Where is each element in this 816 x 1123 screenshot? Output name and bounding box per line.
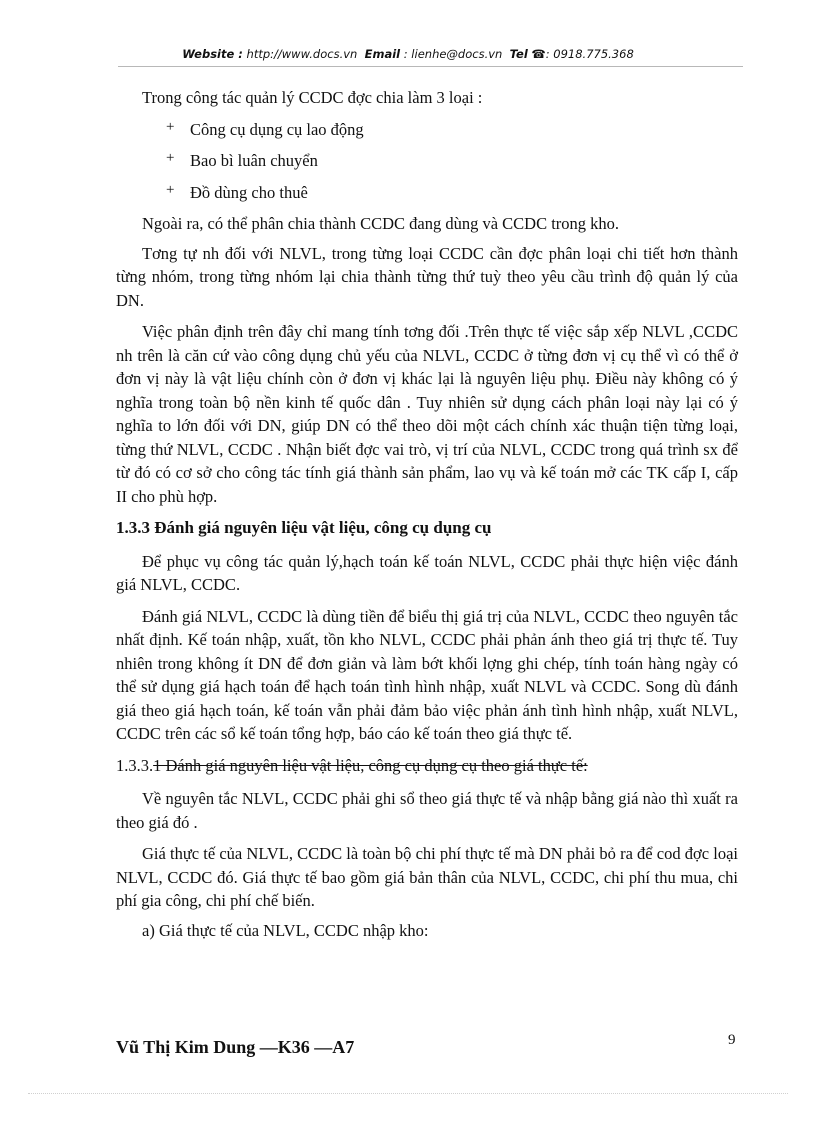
bullet-item	[116, 181, 738, 205]
list-item-a: a) Giá thực tế của NLVL, CCDC nhập kho:	[142, 920, 429, 940]
header-divider	[118, 66, 743, 67]
paragraph-classification-note: Việc phân định trên đây chỉ mang tính tơng đối .Trên thực tế việc sắp xếp NLVL ,CCDC nh trên là căn cứ vào công dụng chủ yếu của NLVL, CCDC ở từng đơn vị cụ thể vì có thể ở đơn vị này là vật liệu chính còn ở đơn vị khác lại là nguyên liệu phụ. Điều này không có ý nghĩa trong toàn bộ nền kinh tế quốc dân . Tuy nhiên sử dụng cách phân loại này lại có ý nghĩa to lớn đối với DN, giúp DN có thể theo dõi một cách chính xác thuận tiện từng loại, từng thứ NLVL, CCDC . Nhận biết đợc vai trò, vị trí của NLVL, CCDC trong quá trình sx để từ đó có cơ sở cho công tác tính giá thành sản phẩm, lao vụ và kế toán mở các TK cấp I, cấp II cho phù hợp.	[116, 322, 738, 506]
bullet-item	[116, 118, 738, 142]
bullet-text: Bao bì luân chuyển	[190, 151, 318, 170]
paragraph-valuation-purpose: Để phục vụ công tác quản lý,hạch toán kế toán NLVL, CCDC phải thực hiện việc đánh giá NLVL, CCDC.	[116, 551, 738, 594]
section-heading: 1.3.3 Đánh giá nguyên liệu vật liệu, công cụ dụng cụ	[116, 518, 492, 537]
bullet-item	[116, 149, 738, 173]
paragraph-other-classification: Ngoài ra, có thể phân chia thành CCDC đang dùng và CCDC trong kho.	[142, 214, 620, 233]
bullet-plus-icon: +	[166, 150, 175, 166]
phone-icon: ☎	[531, 47, 546, 61]
bullet-text: Đồ dùng cho thuê	[190, 182, 308, 202]
bullet-plus-icon: +	[166, 118, 175, 135]
document-body	[116, 86, 738, 942]
subsection-heading	[116, 754, 738, 778]
website-label: Website :	[182, 47, 243, 61]
paragraph-similar-nlvl: Tơng tự nh đối với NLVL, trong từng loại CCDC cần đợc phân loại chi tiết hơn thành từng nhóm, trong từng nhóm lại chia thành từng thứ tuỳ theo yêu cầu trình độ quản lý của DN.	[116, 243, 738, 310]
intro-paragraph: Trong công tác quản lý CCDC đợc chia làm 3 loại :	[142, 88, 483, 107]
subsection-title: 1 Đánh giá nguyên liệu vật liệu, công cụ dụng cụ theo giá thực tế:	[153, 755, 588, 775]
page-number: 9	[728, 1032, 736, 1048]
paragraph-actual-price: Giá thực tế của NLVL, CCDC là toàn bộ chi phí thực tế mà DN phải bỏ ra để cod đợc loại NLVL, CCDC đó. Giá thực tế bao gồm giá bản thân của NLVL, CCDC, chi phí thu mua, chi phí gia công, chi phí chế biến.	[116, 844, 738, 910]
bullet-plus-icon: +	[166, 181, 175, 198]
paragraph-valuation-definition: Đánh giá NLVL, CCDC là dùng tiền để biểu thị giá trị của NLVL, CCDC theo nguyên tắc nhất định. Kế toán nhập, xuất, tồn kho NLVL, CCDC phải phản ánh theo giá trị thực tế. Tuy nhiên trong không ít DN để đơn giản và làm bớt khối lợng ghi chép, tính toán hàng ngày có thể sử dụng giá hạch toán để hạch toán tình hình nhập, xuất NLVL và CCDC. Song dù đánh giá theo giá hạch toán, kế toán vẫn phải đảm bảo việc phản ánh tình hình nhập, xuất NLVL, CCDC trên các sổ kế toán tổng hợp, báo cáo kế toán theo giá thực tế.	[116, 606, 738, 743]
tel-value: : 0918.775.368	[545, 47, 634, 61]
tel-label: Tel	[509, 47, 528, 61]
subsection-number: 1.3.3.	[116, 755, 154, 775]
email-value[interactable]: : lienhe@docs.vn	[403, 47, 503, 61]
email-label: Email	[364, 47, 401, 61]
page-header	[0, 47, 816, 61]
bullet-text: Công cụ dụng cụ lao động	[190, 119, 364, 139]
website-url[interactable]: http://www.docs.vn	[246, 47, 358, 61]
footer-divider	[28, 1093, 788, 1094]
footer-author: Vũ Thị Kim Dung —K36 —A7	[116, 1037, 355, 1057]
paragraph-principle: Về nguyên tắc NLVL, CCDC phải ghi sổ theo giá thực tế và nhập bằng giá nào thì xuất ra theo giá đó .	[116, 789, 738, 832]
